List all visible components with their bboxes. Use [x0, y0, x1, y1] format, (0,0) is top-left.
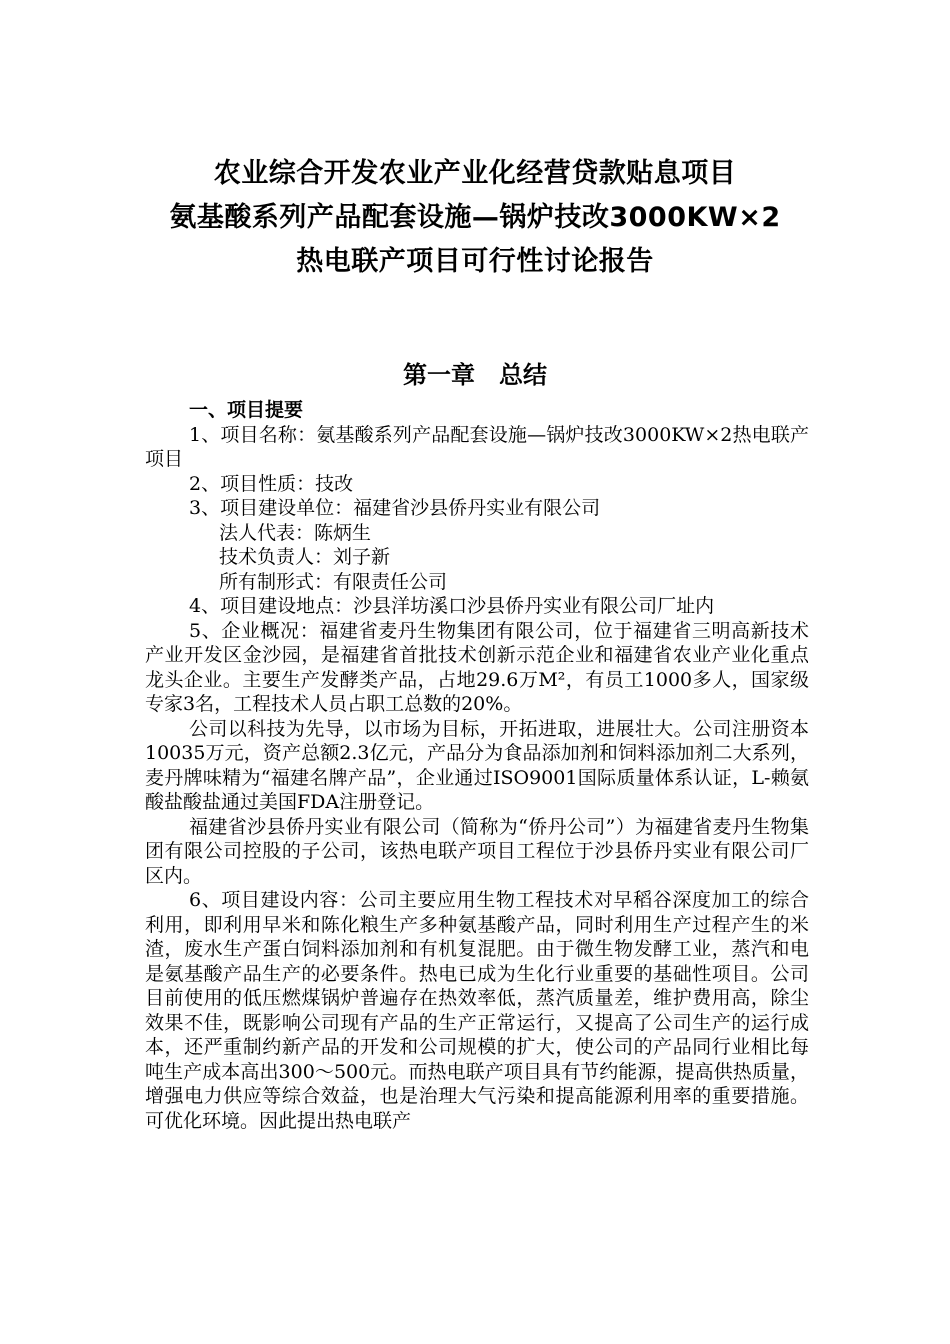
item-company-overview: 5、企业概况：福建省麦丹生物集团有限公司，位于福建省三明高新技术产业开发区金沙园，是福建省首批技术创新示范企业和福建省农业产业化重点龙头企业。主要生产发酵类产品，占地29.6万M²，有员工1000多人，国家级专家3名，工程技术人员占职工总数的20%。 [145, 619, 809, 715]
title-line-3: 热电联产项目可行性讨论报告 [296, 246, 654, 277]
chapter-heading: 第一章 总结 [403, 361, 547, 389]
report-title [0, 152, 950, 284]
item-construction-unit: 3、项目建设单位：福建省沙县侨丹实业有限公司 [189, 497, 601, 519]
document-body [145, 398, 809, 1133]
ownership-form: 所有制形式：有限责任公司 [219, 570, 448, 593]
paragraph-company-profile: 公司以科技为先导，以市场为目标，开拓进取，进展壮大。公司注册资本10035万元，资产总额2.3亿元，产品分为食品添加剂和饲料添加剂二大系列，麦丹牌味精为“福建名牌产品”，企业通过ISO9001国际质量体系认证，L-赖氨酸盐酸盐通过美国FDA注册登记。 [145, 717, 809, 813]
item-construction-content: 6、项目建设内容：公司主要应用生物工程技术对早稻谷深度加工的综合利用，即利用早米和陈化粮生产多种氨基酸产品，同时利用生产过程产生的米渣，废水生产蛋白饲料添加剂和有机复混肥。由于微生物发酵工业，蒸汽和电是氨基酸产品生产的必要条件。热电已成为生化行业重要的基础性项目。公司目前使用的低压燃煤锅炉普遍存在热效率低，蒸汽质量差，维护费用高，除尘效果不佳，既影响公司现有产品的生产正常运行，又提高了公司生产的运行成本，还严重制约新产品的开发和公司规模的扩大，使公司的产品同行业相比每吨生产成本高出300～500元。而热电联产项目具有节约能源，提高供热质量，增强电力供应等综合效益，也是治理大气污染和提高能源利用率的重要措施。可优化环境。因此提出热电联产 [145, 889, 809, 1132]
technical-lead: 技术负责人：刘子新 [219, 546, 391, 568]
item-project-nature: 2、项目性质：技改 [189, 472, 354, 495]
item-construction-site: 4、项目建设地点：沙县洋坊溪口沙县侨丹实业有限公司厂址内 [189, 595, 715, 617]
section-heading: 一、项目提要 [189, 399, 304, 421]
title-line-2: 氨基酸系列产品配套设施—锅炉技改3000KW×2 [169, 202, 781, 233]
item-project-name: 1、项目名称：氨基酸系列产品配套设施—锅炉技改3000KW×2热电联产项目 [145, 423, 809, 470]
title-line-1: 农业综合开发农业产业化经营贷款贴息项目 [213, 158, 737, 189]
paragraph-subsidiary: 福建省沙县侨丹实业有限公司（简称为“侨丹公司”）为福建省麦丹生物集团有限公司控股的子公司，该热电联产项目工程位于沙县侨丹实业有限公司厂区内。 [145, 815, 809, 887]
legal-representative: 法人代表：陈炳生 [219, 521, 372, 544]
